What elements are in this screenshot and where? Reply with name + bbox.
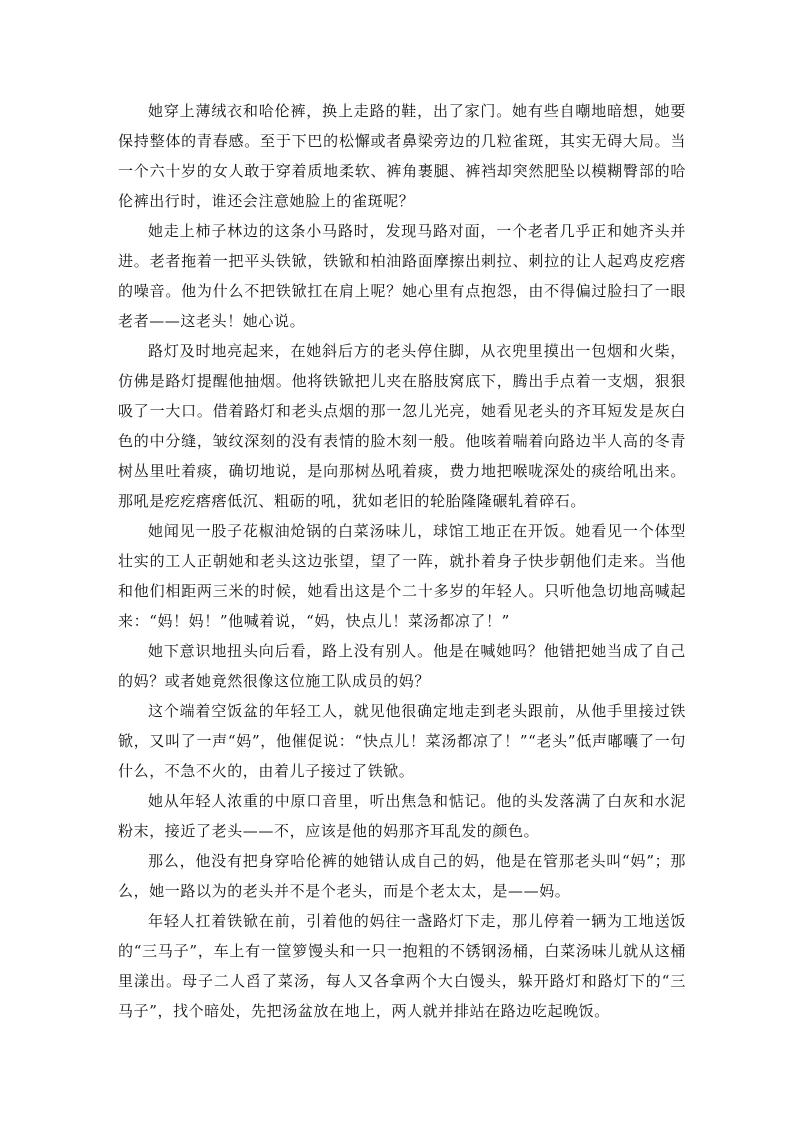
- paragraph-9: 年轻人扛着铁锨在前，引着他的妈往一盏路灯下走，那儿停着一辆为工地送饭的“三马子”，车上有一筐箩馒头和一只一抱粗的不锈钢汤桶，白菜汤味儿就从这桶里漾出。母子二人舀了菜汤，每人又各拿两个大白馒头，躲开路灯和路灯下的“三马子”，找个暗处，先把汤盆放在地上，两人就并排站在路边吃起晚饭。: [118, 912, 686, 1020]
- paragraph-6: 这个端着空饭盆的年轻工人，就见他很确定地走到老头跟前，从他手里接过铁锨，又叫了一声“妈”，他催促说：“快点儿！菜汤都凉了！”“老头”低声嘟囔了一句什么，不急不火的，由着儿子接过了铁锨。: [118, 702, 686, 780]
- paragraph-1: 她穿上薄绒衣和哈伦裤，换上走路的鞋，出了家门。她有些自嘲地暗想，她要保持整体的青春感。至于下巴的松懈或者鼻梁旁边的几粒雀斑，其实无碍大局。当一个六十岁的女人敢于穿着质地柔软、裤角裹腿、裤裆却突然肥坠以模糊臀部的哈伦裤出行时，谁还会注意她脸上的雀斑呢？: [118, 102, 686, 210]
- paragraph-2: 她走上柿子林边的这条小马路时，发现马路对面，一个老者几乎正和她齐头并进。老者拖着一把平头铁锨，铁锨和柏油路面摩擦出刺拉、刺拉的让人起鸡皮疙瘩的噪音。他为什么不把铁锨扛在肩上呢？她心里有点抱怨，由不得偏过脸扫了一眼老者——这老头！她心说。: [118, 222, 686, 330]
- paragraph-4: 她闻见一股子花椒油炝锅的白菜汤味儿，球馆工地正在开饭。她看见一个体型壮实的工人正朝她和老头这边张望，望了一阵，就扑着身子快步朝他们走来。当他和他们相距两三米的时候，她看出这是个二十多岁的年轻人。只听他急切地高喊起来：“妈！妈！”他喊着说，“妈，快点儿！菜汤都凉了！”: [118, 522, 686, 630]
- paragraph-7: 她从年轻人浓重的中原口音里，听出焦急和惦记。他的头发落满了白灰和水泥粉末，接近了老头——不，应该是他的妈那齐耳乱发的颜色。: [118, 792, 686, 840]
- paragraph-3: 路灯及时地亮起来，在她斜后方的老头停住脚，从衣兜里摸出一包烟和火柴，仿佛是路灯提醒他抽烟。他将铁锨把儿夹在胳肢窝底下，腾出手点着一支烟，狠狠吸了一大口。借着路灯和老头点烟的那一忽儿光亮，她看见老头的齐耳短发是灰白色的中分缝，皱纹深刻的没有表情的脸木刻一般。他咳着喘着向路边半人高的冬青树丛里吐着痰，确切地说，是向那树丛吼着痰，费力地把喉咙深处的痰给吼出来。那吼是疙疙瘩瘩低沉、粗砺的吼，犹如老旧的轮胎隆隆碾轧着碎石。: [118, 342, 686, 510]
- document-page: [118, 96, 686, 1026]
- paragraph-5: 她下意识地扭头向后看，路上没有别人。他是在喊她吗？他错把她当成了自己的妈？或者她竟然很像这位施工队成员的妈？: [118, 642, 686, 690]
- paragraph-8: 那么，他没有把身穿哈伦裤的她错认成自己的妈，他是在管那老头叫“妈”；那么，她一路以为的老头并不是个老头，而是个老太太，是——妈。: [118, 852, 686, 900]
